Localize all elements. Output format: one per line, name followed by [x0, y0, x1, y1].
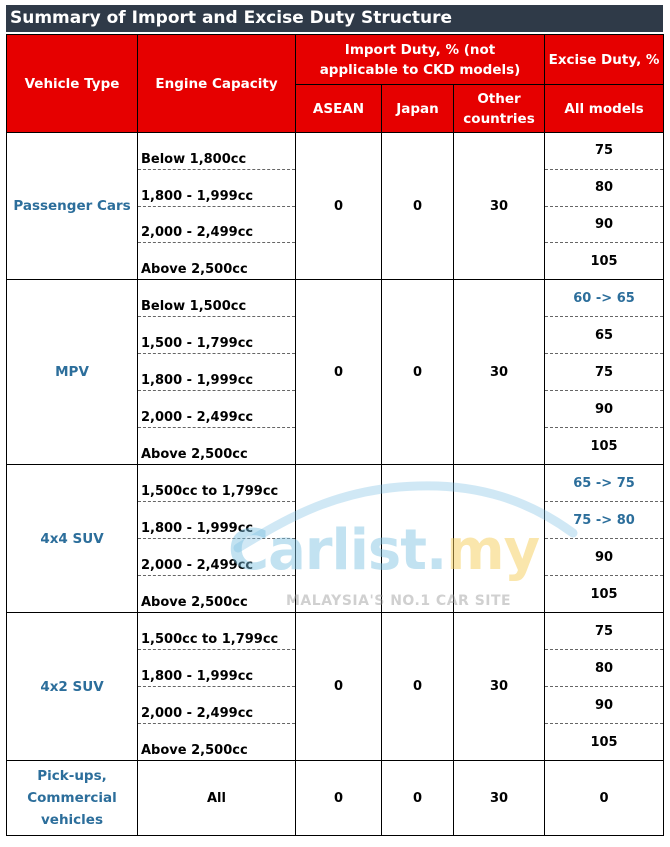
import-duty-asean-cell: 0 — [296, 613, 382, 761]
pickups-row — [7, 761, 664, 836]
header-japan: Japan — [382, 85, 454, 133]
import-duty-asean-cell: 0 — [296, 761, 382, 836]
excise-duty-item: 105 — [590, 253, 618, 269]
excise-duty-cell — [545, 133, 664, 280]
excise-duty-item: 90 — [545, 207, 663, 244]
header-asean: ASEAN — [296, 85, 382, 133]
engine-capacity-item: Below 1,800cc — [138, 133, 295, 170]
engine-capacity-item: 1,800 - 1,999cc — [138, 502, 295, 539]
import-duty-japan-cell: 0 — [382, 280, 454, 465]
engine-capacity-cell — [138, 465, 296, 613]
engine-capacity-item: 2,000 - 2,499cc — [138, 391, 295, 428]
engine-capacity-item: Above 2,500cc — [141, 743, 248, 758]
import-duty-other-cell: 30 — [454, 613, 545, 761]
group-row — [7, 613, 664, 761]
import-duty-other-cell: 30 — [454, 761, 545, 836]
excise-duty-cell — [545, 280, 664, 465]
engine-capacity-item: 1,500 - 1,799cc — [138, 317, 295, 354]
engine-capacity-item: 1,500cc to 1,799cc — [138, 465, 295, 502]
header-excise-duty: Excise Duty, % — [545, 35, 664, 85]
import-duty-japan-cell: 0 — [382, 761, 454, 836]
engine-capacity-item: 2,000 - 2,499cc — [138, 539, 295, 576]
import-duty-asean-cell: 0 — [296, 133, 382, 280]
engine-capacity-item: 1,800 - 1,999cc — [138, 170, 295, 207]
engine-capacity-cell — [138, 280, 296, 465]
excise-duty-item: 75 — [545, 133, 663, 170]
vehicle-type-cell: Pick-ups, Commercial vehicles — [7, 761, 138, 836]
watermark-brand-b: my — [446, 518, 540, 583]
vehicle-type-cell: MPV — [7, 280, 138, 465]
excise-duty-cell: 0 — [545, 761, 664, 836]
import-duty-japan-cell: 0 — [382, 133, 454, 280]
engine-capacity-item: Below 1,500cc — [138, 280, 295, 317]
group-row — [7, 280, 664, 465]
engine-capacity-item: 1,800 - 1,999cc — [138, 650, 295, 687]
group-row — [7, 133, 664, 280]
excise-duty-item: 80 — [545, 170, 663, 207]
excise-duty-item: 75 — [545, 354, 663, 391]
excise-duty-item: 90 — [545, 539, 663, 576]
import-duty-other-cell — [454, 465, 545, 613]
excise-duty-item: 90 — [545, 391, 663, 428]
page-title: Summary of Import and Excise Duty Structure — [6, 5, 663, 32]
import-duty-asean-cell: 0 — [296, 280, 382, 465]
excise-duty-item: 65 — [545, 317, 663, 354]
import-duty-other-cell: 30 — [454, 133, 545, 280]
header-all-models: All models — [545, 85, 664, 133]
excise-duty-item: 105 — [590, 438, 618, 454]
header-other-countries: Other countries — [454, 85, 545, 133]
header-engine-capacity: Engine Capacity — [138, 35, 296, 133]
vehicle-type-cell: 4x4 SUV — [7, 465, 138, 613]
excise-duty-item: 80 — [545, 650, 663, 687]
import-duty-asean-cell — [296, 465, 382, 613]
excise-duty-item: 105 — [590, 734, 618, 750]
engine-capacity-item: Above 2,500cc — [141, 262, 248, 277]
excise-duty-item: 75 — [545, 613, 663, 650]
import-duty-japan-cell: 0 — [382, 613, 454, 761]
engine-capacity-item: Above 2,500cc — [141, 447, 248, 462]
header-vehicle-type: Vehicle Type — [7, 35, 138, 133]
engine-capacity-item: 1,500cc to 1,799cc — [138, 613, 295, 650]
excise-duty-cell — [545, 613, 664, 761]
excise-duty-item: 75 -> 80 — [545, 502, 663, 539]
watermark-brand-a: Carlist. — [228, 518, 447, 583]
engine-capacity-item: 2,000 - 2,499cc — [138, 207, 295, 244]
header-import-duty: Import Duty, % (not applicable to CKD models) — [296, 35, 545, 85]
duty-table — [6, 34, 664, 836]
excise-duty-item: 65 -> 75 — [545, 465, 663, 502]
engine-capacity-cell: All — [138, 761, 296, 836]
group-row — [7, 465, 664, 613]
vehicle-type-cell: 4x2 SUV — [7, 613, 138, 761]
excise-duty-item: 90 — [545, 687, 663, 724]
engine-capacity-cell — [138, 133, 296, 280]
import-duty-japan-cell — [382, 465, 454, 613]
import-duty-other-cell: 30 — [454, 280, 545, 465]
engine-capacity-item: Above 2,500cc — [141, 595, 248, 610]
watermark-tagline: MALAYSIA'S NO.1 CAR SITE — [286, 593, 512, 609]
engine-capacity-item: 2,000 - 2,499cc — [138, 687, 295, 724]
engine-capacity-item: 1,800 - 1,999cc — [138, 354, 295, 391]
engine-capacity-cell — [138, 613, 296, 761]
excise-duty-cell — [545, 465, 664, 613]
excise-duty-item: 60 -> 65 — [545, 280, 663, 317]
vehicle-type-cell: Passenger Cars — [7, 133, 138, 280]
excise-duty-item: 105 — [590, 586, 618, 602]
